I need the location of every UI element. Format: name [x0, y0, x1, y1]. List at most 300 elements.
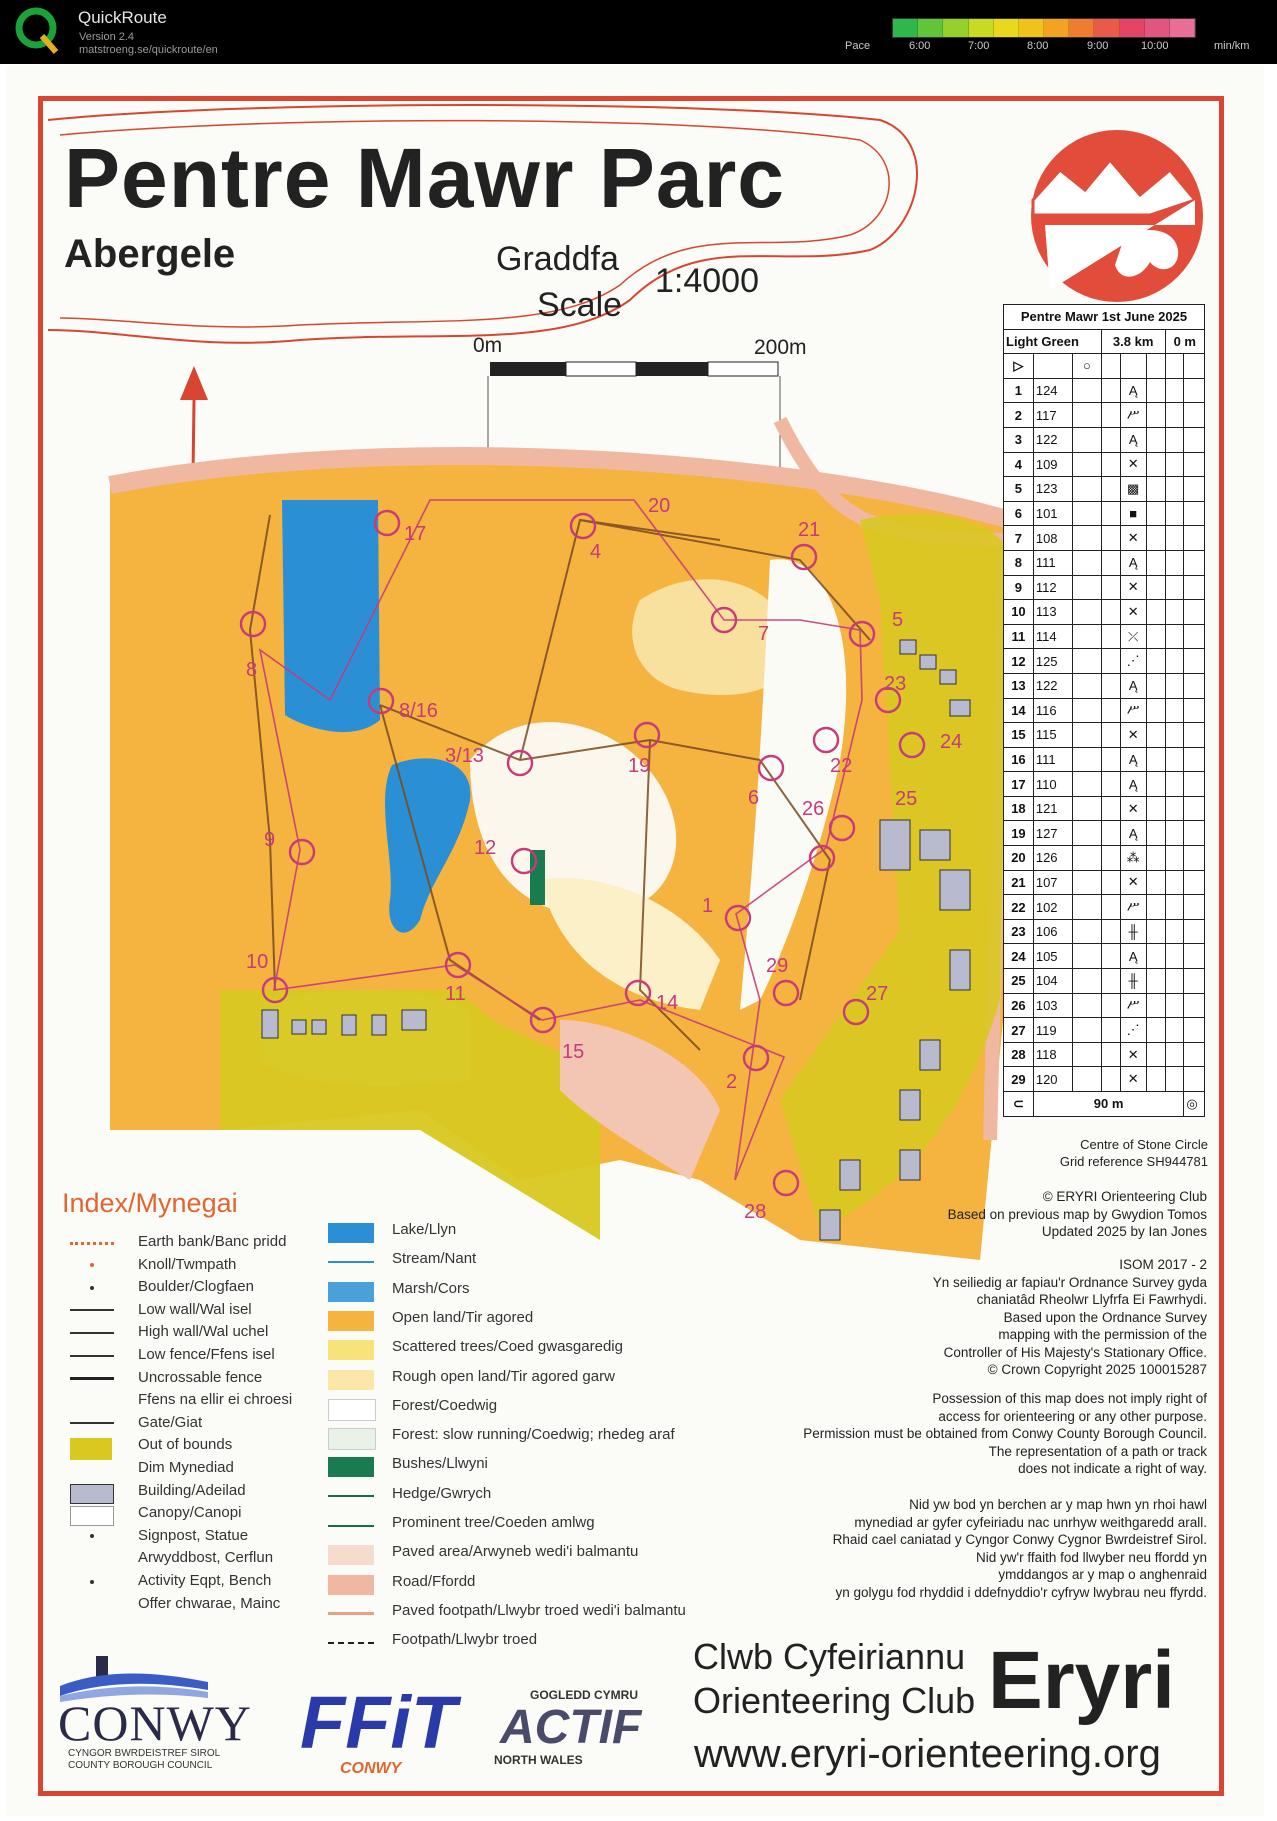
control-code: 119: [1033, 1018, 1072, 1043]
club-name: Orienteering Club: [693, 1680, 976, 1721]
feature-symbol: ■: [1120, 501, 1146, 526]
control-number: 28: [1004, 1042, 1034, 1067]
legend-symbol: [70, 1377, 114, 1380]
credit-line: ymddangos ar y map o anghenraid: [998, 1567, 1207, 1582]
legend-symbol: [90, 1580, 94, 1584]
control-number: 24: [940, 731, 963, 753]
description-cell-d: [1101, 846, 1120, 871]
control-code: 112: [1033, 575, 1072, 600]
credit-line: ISOM 2017 - 2: [1119, 1257, 1207, 1272]
start-arrow-icon: ⊂: [1004, 1092, 1034, 1117]
club-website-link[interactable]: www.eryri-orienteering.org: [694, 1732, 1161, 1776]
description-cell-c: [1073, 649, 1102, 674]
credit-line: mynediad ar gyfer cyfeiriadu nac unrhyw weithgaredd arall.: [854, 1514, 1207, 1530]
description-cell-h: [1184, 550, 1205, 575]
description-cell-d: [1101, 501, 1120, 526]
pace-tick: 8:00: [1027, 40, 1049, 52]
legend-label: Building/Adeilad: [138, 1481, 246, 1499]
description-cell-f: [1146, 501, 1165, 526]
legend-symbol: [328, 1311, 374, 1331]
course-name: Light Green: [1004, 329, 1102, 354]
feature-symbol: ▩: [1120, 477, 1146, 502]
description-cell-h: [1184, 870, 1205, 895]
description-cell-c: [1073, 747, 1102, 772]
control-code: 120: [1033, 1067, 1072, 1092]
pace-label: Pace: [845, 40, 871, 52]
description-cell-g: [1165, 624, 1184, 649]
description-cell-f: [1146, 600, 1165, 625]
description-cell-g: [1165, 575, 1184, 600]
description-cell-f: [1146, 993, 1165, 1018]
description-cell-h: [1184, 796, 1205, 821]
description-cell-d: [1101, 1042, 1120, 1067]
description-cell-h: [1184, 969, 1205, 994]
description-cell-g: [1165, 944, 1184, 969]
control-number: 19: [1004, 821, 1034, 846]
feature-symbol: Ą: [1120, 821, 1146, 846]
description-cell-d: [1101, 698, 1120, 723]
control-row: [1004, 1067, 1205, 1092]
feature-symbol: ሥ: [1120, 403, 1146, 428]
description-cell-d: [1101, 796, 1120, 821]
credits-block: [948, 1188, 1207, 1241]
scalebar-end-label: 200m: [754, 336, 807, 359]
legend-label: Knoll/Twmpath: [138, 1255, 237, 1273]
control-row: [1004, 1018, 1205, 1043]
description-cell-c: [1073, 378, 1102, 403]
legend-label: Bushes/Llwyni: [392, 1455, 488, 1473]
map-subtitle: Abergele: [64, 232, 236, 276]
control-number: 5: [1004, 477, 1034, 502]
description-cell-g: [1165, 600, 1184, 625]
legend-symbol: [90, 1534, 94, 1538]
actif-subtitle: NORTH WALES: [494, 1753, 583, 1767]
legend-label: Hedge/Gwrych: [392, 1484, 492, 1502]
legend-symbol: [328, 1223, 374, 1243]
control-row: [1004, 796, 1205, 821]
description-cell-f: [1146, 673, 1165, 698]
description-cell-d: [1101, 993, 1120, 1018]
description-cell-c: [1073, 944, 1102, 969]
control-number: 22: [830, 755, 853, 777]
legend-symbol: [328, 1612, 374, 1615]
control-row: [1004, 427, 1205, 452]
legend-label: Scattered trees/Coed gwasgaredig: [392, 1338, 623, 1356]
control-code: 108: [1033, 526, 1072, 551]
description-cell-d: [1101, 427, 1120, 452]
scalebar-start-label: 0m: [473, 334, 503, 357]
legend-label: Rough open land/Tir agored garw: [392, 1367, 615, 1385]
legend-label: Gate/Giat: [138, 1413, 203, 1431]
control-code: 115: [1033, 723, 1072, 748]
description-cell-g: [1165, 821, 1184, 846]
feature-symbol: ✕: [1120, 575, 1146, 600]
credit-line: Nid yw bod yn berchen ar y map hwn yn rhoi hawl: [909, 1497, 1207, 1512]
control-code: 104: [1033, 969, 1072, 994]
feature-symbol: Ą: [1120, 747, 1146, 772]
feature-symbol: Ą: [1120, 378, 1146, 403]
legend-symbol: [328, 1457, 374, 1477]
control-row: [1004, 477, 1205, 502]
scale-bar: [490, 362, 778, 376]
description-cell-d: [1101, 723, 1120, 748]
description-cell-h: [1184, 378, 1205, 403]
control-number: 21: [1004, 870, 1034, 895]
description-cell-c: [1073, 895, 1102, 920]
description-cell-h: [1184, 723, 1205, 748]
description-cell-f: [1146, 1018, 1165, 1043]
control-row: [1004, 378, 1205, 403]
description-cell-f: [1146, 526, 1165, 551]
control-number: 24: [1004, 944, 1034, 969]
legend-symbol: [328, 1340, 374, 1360]
legend-label: Footpath/Llwybr troed: [392, 1631, 538, 1649]
control-number: 23: [1004, 919, 1034, 944]
description-cell-d: [1101, 575, 1120, 600]
conwy-logo: CONWY: [58, 1695, 252, 1751]
description-cell-d: [1101, 673, 1120, 698]
feature-symbol: ሥ: [1120, 698, 1146, 723]
description-cell-f: [1146, 477, 1165, 502]
legend-symbol: [70, 1438, 112, 1460]
control-number: 19: [628, 755, 651, 777]
feature-symbol: ✕: [1120, 723, 1146, 748]
control-code: 106: [1033, 919, 1072, 944]
description-cell-d: [1101, 969, 1120, 994]
credits-block: [803, 1390, 1207, 1478]
description-cell-c: [1073, 1018, 1102, 1043]
legend-symbol: [90, 1263, 94, 1267]
control-row: [1004, 673, 1205, 698]
control-number: 29: [1004, 1067, 1034, 1092]
legend-label: Activity Eqpt, Bench: [138, 1572, 272, 1589]
control-code: 113: [1033, 600, 1072, 625]
legend-label: High wall/Wal uchel: [138, 1323, 269, 1341]
legend-label: Arwyddbost, Cerflun: [138, 1549, 274, 1567]
legend-label: Canopy/Canopi: [138, 1504, 242, 1522]
feature-symbol: ⋰: [1120, 649, 1146, 674]
description-cell-d: [1101, 378, 1120, 403]
description-cell-g: [1165, 501, 1184, 526]
legend-label: Signpost, Statue: [138, 1526, 249, 1544]
control-number: 17: [1004, 772, 1034, 797]
description-cell-c: [1073, 452, 1102, 477]
control-number: 6: [1004, 501, 1034, 526]
control-number: 8/16: [399, 700, 438, 722]
control-number: 11: [445, 983, 466, 1005]
map-title: Pentre Mawr Parc: [64, 131, 785, 225]
description-cell-f: [1146, 1042, 1165, 1067]
legend-label: Stream/Nant: [392, 1250, 477, 1268]
control-code: 117: [1033, 403, 1072, 428]
credits-block: [933, 1256, 1207, 1379]
description-cell-c: [1073, 993, 1102, 1018]
feature-symbol: ✕: [1120, 452, 1146, 477]
credit-line: mapping with the permission of the: [998, 1327, 1207, 1342]
description-cell-f: [1146, 969, 1165, 994]
control-row: [1004, 575, 1205, 600]
control-code: 127: [1033, 821, 1072, 846]
control-number: 3: [1004, 427, 1034, 452]
description-cell-h: [1184, 427, 1205, 452]
description-cell-d: [1101, 526, 1120, 551]
description-cell-c: [1073, 796, 1102, 821]
description-cell-g: [1165, 403, 1184, 428]
actif-region: GOGLEDD CYMRU: [530, 1688, 638, 1702]
pace-tick: 7:00: [968, 40, 990, 52]
description-cell-f: [1146, 723, 1165, 748]
feature-symbol: ✕: [1120, 526, 1146, 551]
control-row: [1004, 919, 1205, 944]
feature-symbol: ሥ: [1120, 895, 1146, 920]
legend-symbol: [70, 1242, 114, 1245]
description-cell-g: [1165, 378, 1184, 403]
feature-symbol: ⁂: [1120, 846, 1146, 871]
control-row: [1004, 600, 1205, 625]
legend-label: Paved footpath/Llwybr troed wedi'i balmantu: [392, 1601, 686, 1619]
control-code: 123: [1033, 477, 1072, 502]
description-cell-g: [1165, 919, 1184, 944]
control-code: 105: [1033, 944, 1072, 969]
stone-circle-icon: ○: [1073, 354, 1102, 379]
feature-symbol: ሥ: [1120, 993, 1146, 1018]
description-cell-h: [1184, 403, 1205, 428]
control-number: 26: [802, 798, 825, 820]
description-cell-d: [1101, 870, 1120, 895]
feature-symbol: ✕: [1120, 1042, 1146, 1067]
legend-symbol: [328, 1575, 374, 1595]
description-cell-g: [1165, 895, 1184, 920]
legend-label: Forest: slow running/Coedwig; rhedeg araf: [392, 1426, 675, 1444]
control-number: 26: [1004, 993, 1034, 1018]
control-row: [1004, 649, 1205, 674]
control-number: 11: [1004, 624, 1034, 649]
control-row: [1004, 969, 1205, 994]
description-cell-d: [1101, 649, 1120, 674]
control-row: [1004, 846, 1205, 871]
feature-symbol: Ą: [1120, 550, 1146, 575]
app-title: QuickRoute: [78, 8, 167, 27]
description-cell-c: [1073, 846, 1102, 871]
control-number: 27: [866, 983, 889, 1005]
description-cell-h: [1184, 526, 1205, 551]
credit-line: Updated 2025 by Ian Jones: [1041, 1224, 1207, 1239]
description-cell-h: [1184, 600, 1205, 625]
description-cell-h: [1184, 821, 1205, 846]
legend-label: Marsh/Cors: [392, 1279, 470, 1297]
legend-label: Paved area/Arwyneb wedi'i balmantu: [392, 1543, 639, 1561]
description-cell-c: [1073, 821, 1102, 846]
control-code: 107: [1033, 870, 1072, 895]
feature-symbol: ⋰: [1120, 1018, 1146, 1043]
control-number: 2: [726, 1071, 738, 1093]
description-cell-f: [1146, 870, 1165, 895]
legend-label: Road/Ffordd: [392, 1572, 476, 1590]
description-cell-f: [1146, 550, 1165, 575]
feature-symbol: ✕: [1120, 1067, 1146, 1092]
control-number: 9: [264, 829, 276, 851]
description-cell-c: [1073, 723, 1102, 748]
description-cell-g: [1165, 649, 1184, 674]
description-cell-f: [1146, 796, 1165, 821]
control-number: 4: [590, 541, 602, 563]
control-number: 15: [562, 1041, 585, 1063]
description-cell-d: [1101, 1018, 1120, 1043]
control-number: 1: [702, 895, 714, 917]
description-cell-f: [1146, 452, 1165, 477]
control-row: [1004, 501, 1205, 526]
control-number: 20: [648, 495, 671, 517]
control-code: 122: [1033, 673, 1072, 698]
description-cell-c: [1073, 600, 1102, 625]
description-cell-h: [1184, 477, 1205, 502]
legend-symbol: [70, 1506, 114, 1526]
control-number: 28: [744, 1201, 767, 1223]
description-cell-f: [1146, 772, 1165, 797]
control-code: 126: [1033, 846, 1072, 871]
course-climb: 0 m: [1165, 329, 1204, 354]
description-cell-f: [1146, 624, 1165, 649]
description-cell-c: [1073, 477, 1102, 502]
control-number: 27: [1004, 1018, 1034, 1043]
legend-label: Low fence/Ffens isel: [138, 1346, 275, 1363]
description-cell-g: [1165, 796, 1184, 821]
control-number: 9: [1004, 575, 1034, 600]
legend-symbol: [328, 1370, 374, 1390]
control-row: [1004, 624, 1205, 649]
control-code: 109: [1033, 452, 1072, 477]
credit-line: © Crown Copyright 2025 100015287: [987, 1362, 1207, 1377]
credit-line: access for orienteering or any other purpose.: [938, 1408, 1207, 1424]
control-row: [1004, 993, 1205, 1018]
control-row: [1004, 747, 1205, 772]
control-row: [1004, 452, 1205, 477]
control-code: 102: [1033, 895, 1072, 920]
description-cell-c: [1073, 526, 1102, 551]
control-code: 121: [1033, 796, 1072, 821]
control-number: 25: [895, 788, 918, 810]
control-row: [1004, 870, 1205, 895]
feature-symbol: Ą: [1120, 944, 1146, 969]
description-cell-g: [1165, 427, 1184, 452]
credit-line: yn golygu fod rhyddid i ddefnyddio'r cyfryw lwybrau neu ffyrdd.: [835, 1584, 1207, 1600]
control-code: 111: [1033, 550, 1072, 575]
eryri-dragon-logo-icon: [1031, 130, 1203, 302]
start-triangle-icon: ▷: [1004, 354, 1034, 379]
description-cell-c: [1073, 870, 1102, 895]
control-number: 1: [1004, 378, 1034, 403]
credit-line: chaniatâd Rheolwr Llyfrfa Ei Fawrhydi.: [976, 1292, 1207, 1307]
legend-symbol: [90, 1286, 94, 1290]
control-number: 29: [766, 955, 789, 977]
credits-block: [833, 1496, 1207, 1601]
description-cell-g: [1165, 846, 1184, 871]
legend-label: Dim Mynediad: [138, 1459, 234, 1476]
description-cell-g: [1165, 993, 1184, 1018]
conwy-subtitle: COUNTY BOROUGH COUNCIL: [68, 1760, 213, 1771]
credit-line: The representation of a path or track: [988, 1443, 1207, 1459]
legend-symbol: [328, 1282, 374, 1302]
description-cell-c: [1073, 427, 1102, 452]
description-cell-h: [1184, 747, 1205, 772]
control-number: 8: [246, 659, 258, 681]
credit-line: Possession of this map does not imply right of: [932, 1391, 1207, 1406]
legend-symbol: [328, 1642, 374, 1644]
finish-distance: 90 m: [1033, 1092, 1184, 1117]
control-code: 110: [1033, 772, 1072, 797]
credit-line: © ERYRI Orienteering Club: [1042, 1189, 1207, 1204]
description-cell-g: [1165, 1042, 1184, 1067]
feature-symbol: ⤫: [1120, 624, 1146, 649]
description-cell-h: [1184, 1018, 1205, 1043]
credit-line: Based upon the Ordnance Survey: [1003, 1309, 1207, 1325]
description-cell-f: [1146, 378, 1165, 403]
description-cell-g: [1165, 698, 1184, 723]
control-row: [1004, 550, 1205, 575]
description-cell-h: [1184, 993, 1205, 1018]
control-number: 17: [404, 523, 427, 545]
description-cell-g: [1165, 870, 1184, 895]
legend-label: Ffens na ellir ei chroesi: [138, 1391, 293, 1409]
description-cell-f: [1146, 575, 1165, 600]
control-number: 20: [1004, 846, 1034, 871]
credit-line: does not indicate a right of way.: [1018, 1461, 1207, 1476]
control-row: [1004, 698, 1205, 723]
feature-symbol: Ą: [1120, 427, 1146, 452]
description-cell-h: [1184, 772, 1205, 797]
legend-label: Uncrossable fence: [138, 1368, 263, 1386]
description-cell-h: [1184, 944, 1205, 969]
legend-label: Boulder/Clogfaen: [138, 1278, 254, 1296]
legend-symbol: [328, 1495, 374, 1497]
legend-label: Lake/Llyn: [392, 1221, 457, 1238]
actif-logo: ACTIF: [500, 1701, 642, 1754]
control-note: [1000, 1136, 1208, 1170]
credit-line: Controller of His Majesty's Stationary Office.: [943, 1344, 1207, 1360]
control-code: 122: [1033, 427, 1072, 452]
note-line: Grid reference SH944781: [1059, 1154, 1208, 1169]
app-url: matstroeng.se/quickroute/en: [79, 44, 218, 56]
description-cell-f: [1146, 698, 1165, 723]
description-cell-f: [1146, 649, 1165, 674]
start-row: [1004, 354, 1205, 379]
description-cell-h: [1184, 501, 1205, 526]
scale-ratio: 1:4000: [655, 262, 759, 300]
description-cell-g: [1165, 1067, 1184, 1092]
description-cell-g: [1165, 772, 1184, 797]
control-row: [1004, 1042, 1205, 1067]
control-number: 12: [1004, 649, 1034, 674]
description-cell-f: [1146, 944, 1165, 969]
control-row: [1004, 895, 1205, 920]
control-number: 23: [884, 673, 907, 695]
legend-symbol: [328, 1545, 374, 1565]
description-cell-d: [1101, 600, 1120, 625]
description-cell-d: [1101, 624, 1120, 649]
feature-symbol: ✕: [1120, 870, 1146, 895]
feature-symbol: Ą: [1120, 673, 1146, 698]
ffit-logo: FFiT: [300, 1681, 457, 1764]
finish-icon: ◎: [1184, 1092, 1205, 1117]
description-cell-h: [1184, 673, 1205, 698]
description-cell-f: [1146, 1067, 1165, 1092]
control-number: 25: [1004, 969, 1034, 994]
description-cell-f: [1146, 846, 1165, 871]
description-cell-f: [1146, 821, 1165, 846]
description-cell-h: [1184, 895, 1205, 920]
control-number: 13: [1004, 673, 1034, 698]
description-cell-c: [1073, 919, 1102, 944]
